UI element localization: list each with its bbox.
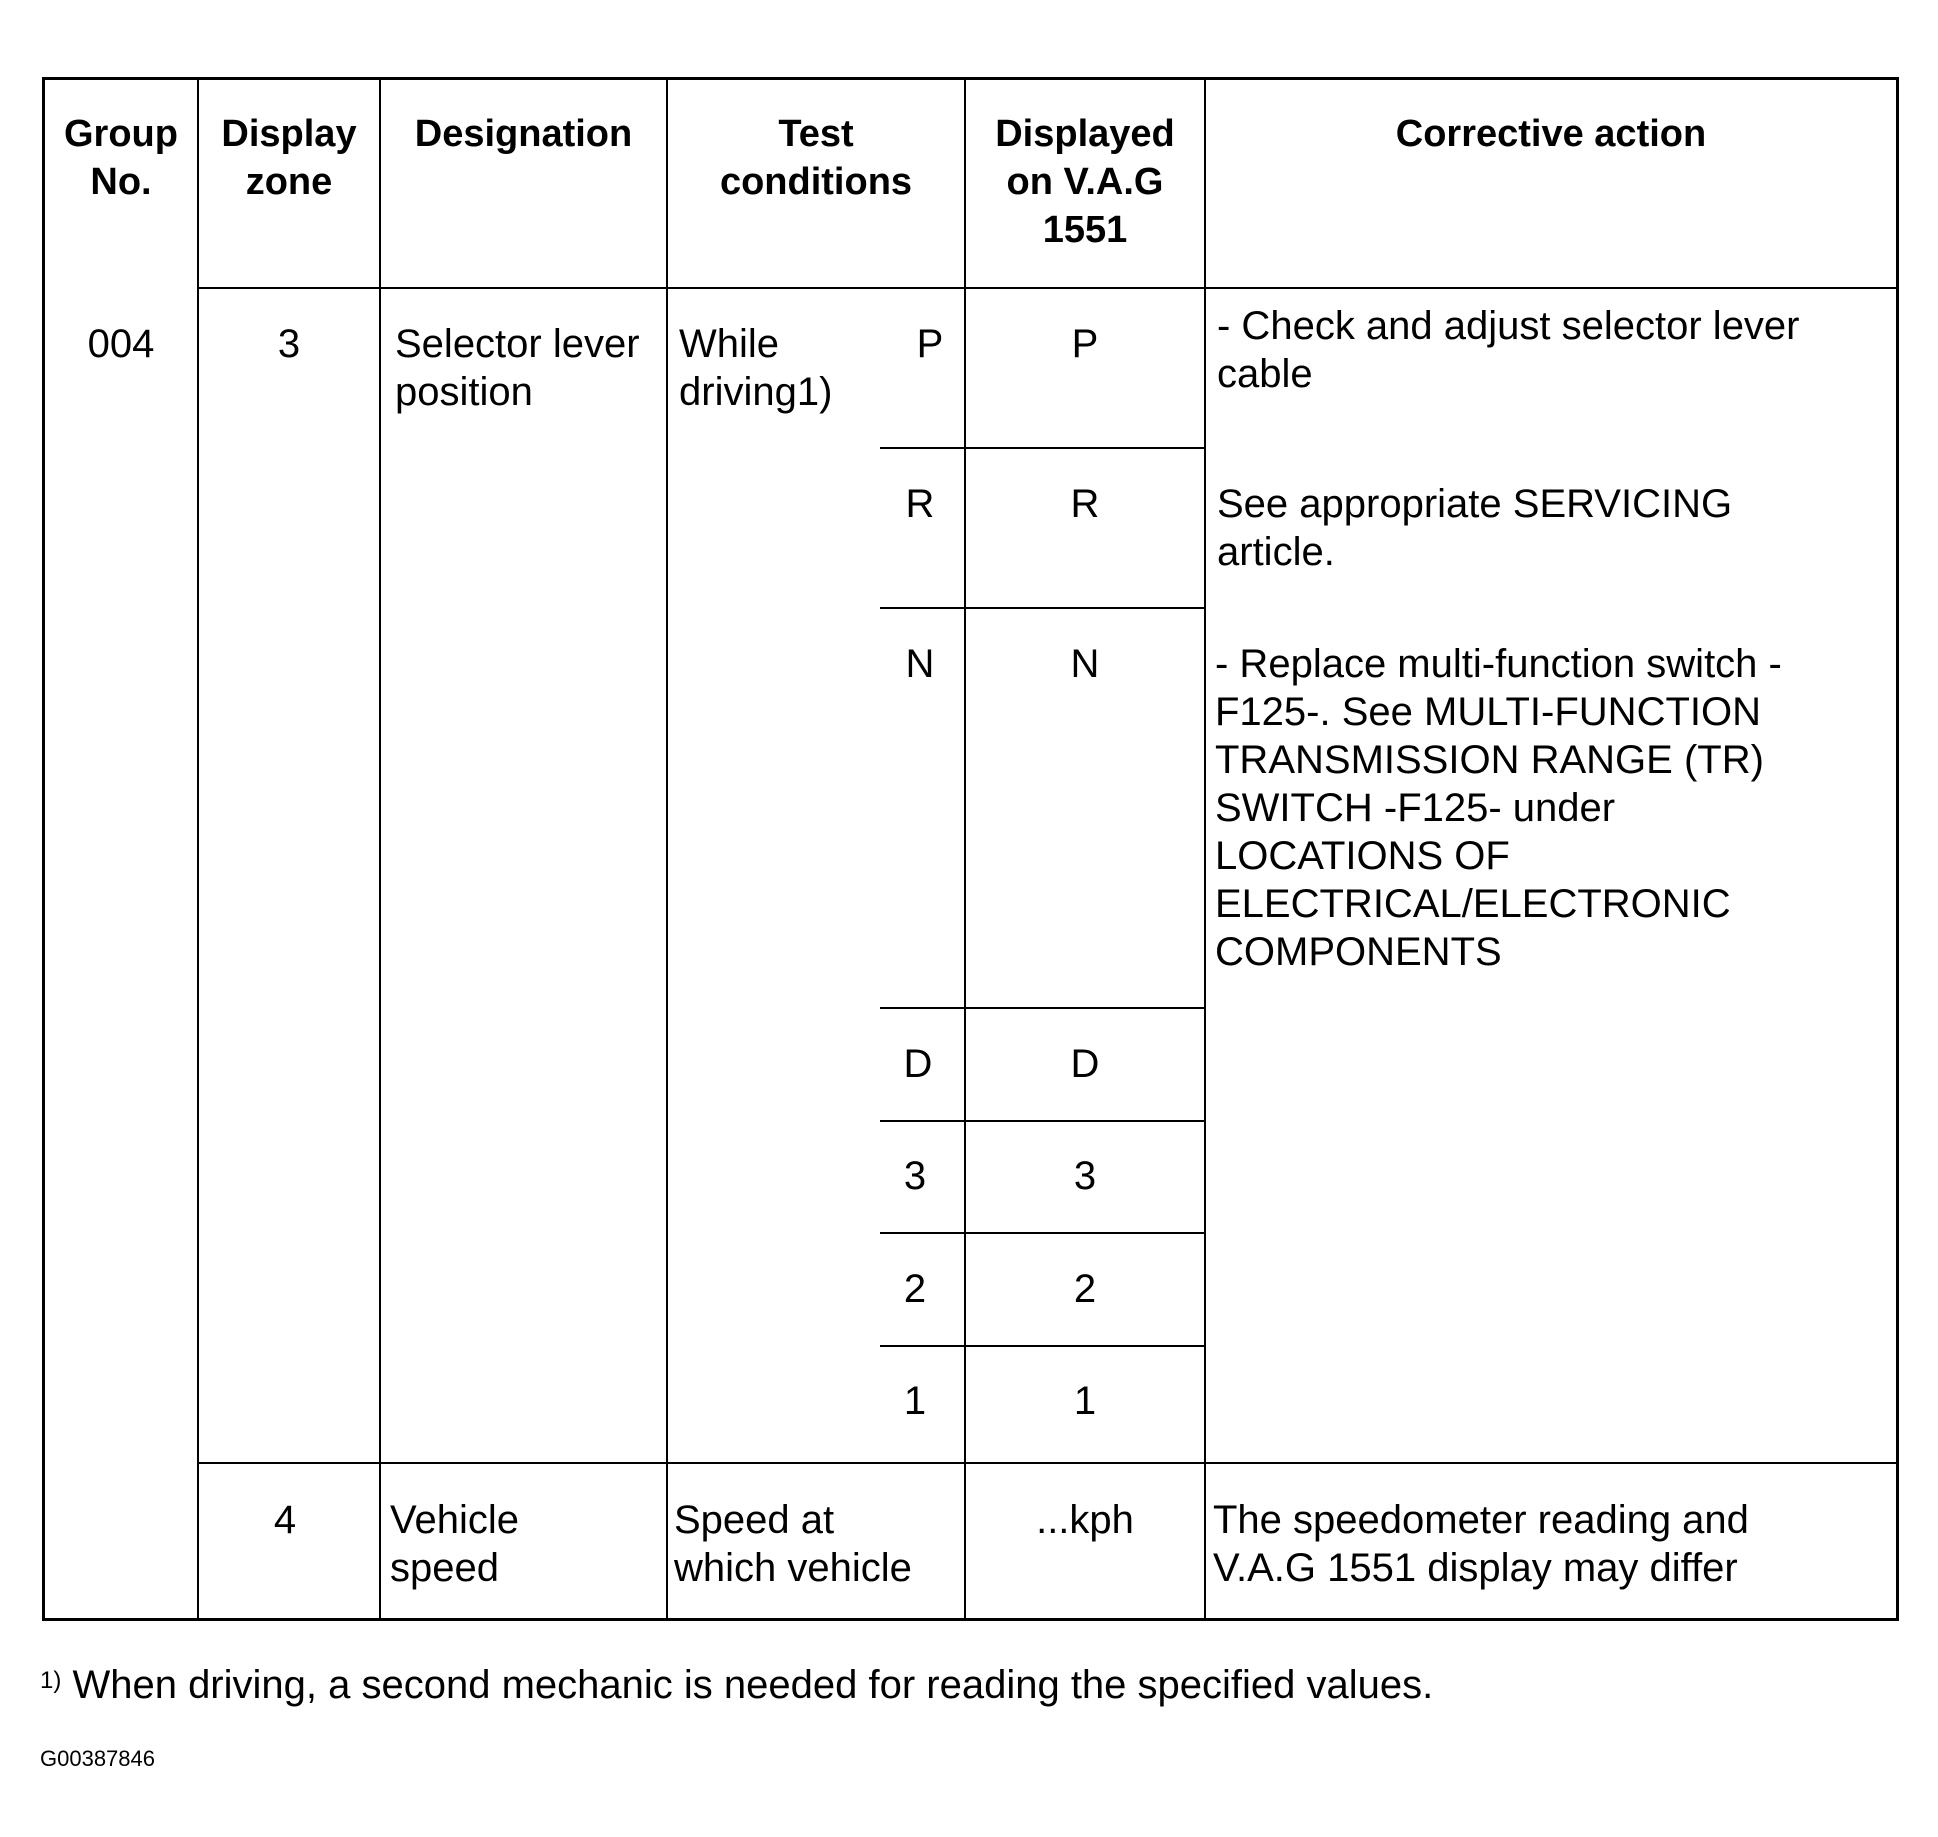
group-number: 004 — [87, 322, 155, 366]
zone-divider — [197, 1462, 1896, 1464]
header-display-zone: Display zone — [221, 113, 357, 203]
col-divider-5 — [1204, 80, 1206, 1618]
row-divider-21 — [880, 1345, 1206, 1347]
zone-4-action: The speedometer reading and V.A.G 1551 display may differ — [1213, 1498, 1749, 1590]
position-displayed: R — [1070, 482, 1100, 526]
position-displayed: 1 — [1073, 1379, 1097, 1423]
row-divider-rn — [880, 607, 1206, 609]
header-displayed-on: Displayed on V.A.G 1551 — [995, 113, 1175, 251]
action-see-servicing: See appropriate SERVICING article. — [1217, 482, 1733, 574]
row-divider-pr — [880, 447, 1206, 449]
position-displayed: P — [1071, 322, 1099, 366]
header-designation: Designation — [414, 113, 633, 155]
col-divider-3 — [666, 80, 668, 1618]
row-divider-nd — [880, 1007, 1206, 1009]
header-group-no: Group No. — [64, 113, 178, 203]
position-condition: N — [905, 642, 935, 686]
zone-3-number: 3 — [277, 322, 301, 366]
zone-4-designation: Vehicle speed — [390, 1498, 519, 1590]
position-condition: 3 — [903, 1154, 927, 1198]
position-condition: D — [903, 1042, 933, 1086]
col-divider-1 — [197, 80, 199, 1618]
header-corrective-action: Corrective action — [1395, 113, 1707, 155]
col-divider-2 — [379, 80, 381, 1618]
position-condition: R — [905, 482, 935, 526]
zone-3-test-condition: While driving1) — [679, 322, 833, 414]
zone-4-test-condition: Speed at which vehicle — [674, 1498, 912, 1590]
position-displayed: 3 — [1073, 1154, 1097, 1198]
action-check-cable: - Check and adjust selector lever cable — [1217, 304, 1800, 396]
zone-4-displayed: ...kph — [1036, 1498, 1134, 1542]
row-divider-32 — [880, 1232, 1206, 1234]
position-displayed: N — [1070, 642, 1100, 686]
action-replace-switch: - Replace multi-function switch - F125-. See MULTI-FUNCTION TRANSMISSION RANGE (TR) SWITCH -F125- under LOCATIONS OF ELECTRICAL/ELECTRONIC COMPONENTS — [1215, 642, 1782, 974]
header-test-conditions: Test conditions — [719, 113, 913, 203]
position-condition: 1 — [903, 1379, 927, 1423]
footnote-marker: 1) — [40, 1667, 62, 1694]
row-divider-d3 — [880, 1120, 1206, 1122]
header-divider — [197, 287, 1896, 289]
position-condition: 2 — [903, 1267, 927, 1311]
zone-4-number: 4 — [273, 1498, 297, 1542]
zone-3-designation: Selector lever position — [395, 322, 640, 414]
position-displayed: D — [1070, 1042, 1100, 1086]
position-condition: P — [916, 322, 944, 366]
test-sub-divider — [964, 287, 966, 1541]
position-displayed: 2 — [1073, 1267, 1097, 1311]
figure-id: G00387846 — [40, 1746, 155, 1771]
diagnostic-table — [42, 77, 1899, 1621]
footnote — [40, 1660, 1433, 1710]
footnote-text: When driving, a second mechanic is needed for reading the specified values. — [61, 1663, 1434, 1707]
